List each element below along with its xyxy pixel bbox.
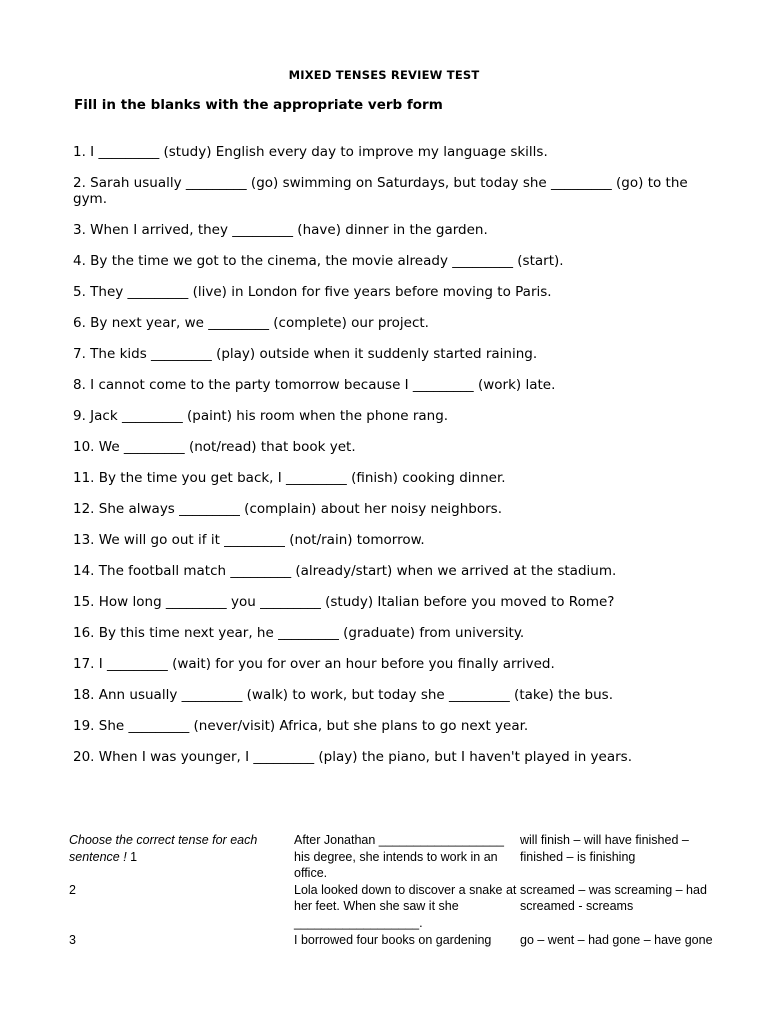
question-list [73, 144, 698, 780]
options-cell: will finish – will have finished – finished – is finishing [520, 833, 689, 864]
question-item: 15. How long _________ you _________ (study) Italian before you moved to Rome? [73, 594, 615, 610]
sentence-cell: After Jonathan __________________ his degree, she intends to work in an office. [294, 833, 504, 881]
table-row [69, 932, 730, 952]
question-item: 7. The kids _________ (play) outside when it suddenly started raining. [73, 346, 538, 362]
question-item: 16. By this time next year, he _________ (graduate) from university. [73, 625, 525, 641]
instructions-heading: Fill in the blanks with the appropriate verb form [74, 97, 443, 113]
row-number: 1 [130, 849, 138, 864]
table-row [69, 882, 730, 932]
question-item: 4. By the time we got to the cinema, the movie already _________ (start). [73, 253, 564, 269]
question-item: 13. We will go out if it _________ (not/rain) tomorrow. [73, 532, 425, 548]
question-item: 14. The football match _________ (already/start) when we arrived at the stadium. [73, 563, 617, 579]
question-item: 17. I _________ (wait) for you for over an hour before you finally arrived. [73, 656, 555, 672]
exercise-instruction: Choose the correct tense for each sentence ! [69, 833, 258, 864]
question-item: 19. She _________ (never/visit) Africa, but she plans to go next year. [73, 718, 529, 734]
question-item: 18. Ann usually _________ (walk) to work, but today she _________ (take) the bus. [73, 687, 613, 703]
question-item: 2. Sarah usually _________ (go) swimming on Saturdays, but today she _________ (go) to the gym. [73, 175, 688, 207]
question-item: 20. When I was younger, I _________ (play) the piano, but I haven't played in years. [73, 749, 633, 765]
question-item: 12. She always _________ (complain) about her noisy neighbors. [73, 501, 503, 517]
question-item: 5. They _________ (live) in London for five years before moving to Paris. [73, 284, 552, 300]
options-cell: screamed – was screaming – had screamed - screams [520, 882, 707, 914]
options-cell: go – went – had gone – have gone [520, 932, 713, 947]
row-number: 3 [69, 932, 76, 947]
tense-choice-table [69, 832, 730, 952]
question-item: 10. We _________ (not/read) that book yet. [73, 439, 356, 455]
sentence-cell: Lola looked down to discover a snake at her feet. When she saw it she __________________. [294, 882, 517, 930]
question-item: 1. I _________ (study) English every day to improve my language skills. [73, 144, 548, 160]
sentence-cell: I borrowed four books on gardening [294, 932, 492, 947]
question-item: 6. By next year, we _________ (complete) our project. [73, 315, 429, 331]
question-item: 11. By the time you get back, I _________ (finish) cooking dinner. [73, 470, 506, 486]
table-row [69, 832, 730, 882]
question-item: 9. Jack _________ (paint) his room when the phone rang. [73, 408, 449, 424]
row-number-cell [69, 832, 294, 882]
question-item: 8. I cannot come to the party tomorrow because I _________ (work) late. [73, 377, 556, 393]
question-item: 3. When I arrived, they _________ (have) dinner in the garden. [73, 222, 488, 238]
row-number: 2 [69, 882, 76, 897]
test-title: MIXED TENSES REVIEW TEST [288, 68, 480, 82]
